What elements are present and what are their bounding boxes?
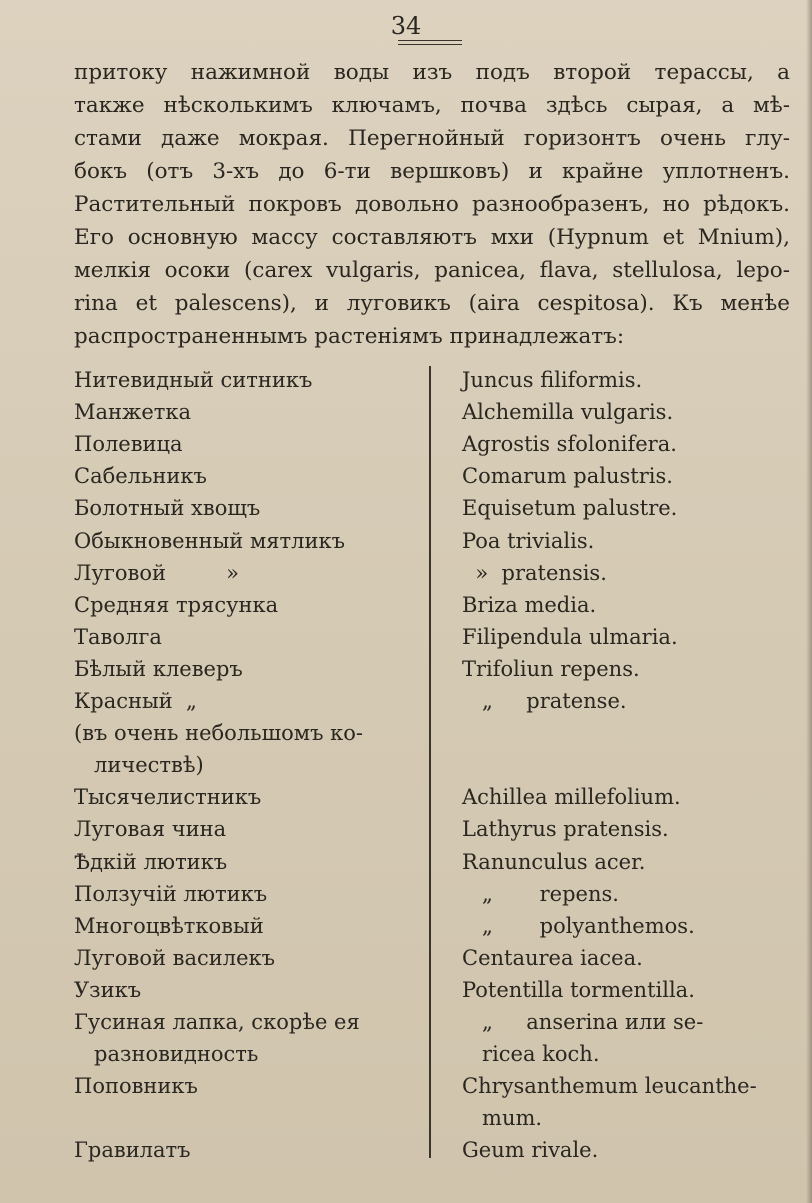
intro-line: стами даже мокрая. Перегнойный горизонтъ очень глу- [74,126,790,151]
plant-latin-name: „ polyanthemos. [462,913,695,938]
plant-row [0,1038,812,1070]
plant-latin-name: „ pratense. [462,689,627,713]
plant-russian-name: Ѣдкій лютикъ [74,849,228,874]
plant-russian-name: Луговая чина [74,817,227,842]
plant-latin-name: Juncus filiformis. [462,368,643,392]
plant-russian-name: Гравилатъ [74,1138,191,1163]
plant-russian-name: личествѣ) [74,753,204,778]
intro-line: Его основную массу составляютъ мхи (Hypnum et Mnium), [74,225,790,250]
plant-latin-name: mum. [462,1106,543,1131]
plant-russian-name: Многоцвѣтковый [74,913,264,938]
plant-latin-name: „ anserina или se- [462,1010,704,1034]
plant-latin-name: Alchemilla vulgaris. [462,400,674,425]
plant-row [0,557,812,589]
plant-russian-name: Тысячелистникъ [74,785,262,810]
plant-row [0,525,812,557]
plant-latin-name: Ranunculus acer. [462,849,646,874]
plant-russian-name: Узикъ [74,977,142,1002]
plant-russian-name: Красный „ [74,689,197,713]
plant-latin-name: Agrostis sfolonifera. [462,432,677,457]
plant-russian-name: разновидность [74,1042,259,1067]
plant-latin-name: Potentilla tormentilla. [462,977,695,1002]
plant-latin-name: » pratensis. [462,560,607,585]
plant-latin-name: Comarum palustris. [462,464,673,489]
plant-russian-name: Ползучій лютикъ [74,881,268,906]
plant-russian-name: Гусиная лапка, скорѣе ея [74,1010,360,1034]
plant-latin-name: Trifoliun repens. [462,656,640,681]
plant-row [0,749,812,781]
plant-russian-name: Нитевидный ситникъ [74,368,313,392]
plant-row [0,717,812,749]
intro-line: распространеннымъ растеніямъ принадлежатъ: [74,324,625,349]
intro-paragraph [74,56,790,353]
plant-latin-name: Filipendula ulmaria. [462,624,678,649]
plant-row [0,1134,812,1166]
plant-latin-name: Lathyrus pratensis. [462,817,669,842]
plant-row [0,492,812,524]
plant-row [0,910,812,942]
plant-latin-name: Equisetum palustre. [462,496,678,521]
plant-row [0,1070,812,1102]
plant-latin-name: Geum rivale. [462,1138,599,1163]
plant-row [0,942,812,974]
plant-russian-name: Бѣлый клеверъ [74,656,243,681]
plant-row [0,396,812,428]
plant-russian-name: Болотный хвощъ [74,496,261,521]
plant-row [0,621,812,653]
page-edge-shadow [806,0,812,1203]
plant-row [0,364,812,396]
plant-russian-name: (въ очень небольшомъ ко- [74,721,363,746]
plant-latin-name: Achillea millefolium. [462,785,681,810]
plant-latin-name: Chrysanthemum leucanthe- [462,1074,757,1099]
intro-line: rina et palescens), и луговикъ (aira cespitosa). Къ менѣе [74,291,790,316]
plant-row [0,781,812,813]
page-number-rule [398,40,462,45]
intro-line: Растительный покровъ довольно разнообразенъ, но рѣдокъ. [74,192,790,217]
intro-line: также нѣсколькимъ ключамъ, почва здѣсь сырая, а мѣ- [74,93,790,118]
plant-row [0,589,812,621]
intro-line: мелкія осоки (carex vulgaris, panicea, flava, stellulosa, lepo- [74,258,790,283]
plant-row [0,1102,812,1134]
plant-russian-name: Поповникъ [74,1074,198,1099]
plant-latin-name: „ repens. [462,881,619,906]
plant-latin-name: Briza media. [462,592,597,617]
plant-row [0,428,812,460]
plant-russian-name: Обыкновенный мятликъ [74,528,345,553]
plant-row [0,878,812,910]
plant-latin-name: ricea koch. [462,1042,600,1067]
plant-russian-name: Манжетка [74,400,192,425]
plant-russian-name: Сабельникъ [74,464,207,489]
plant-latin-name: Centaurea iacea. [462,945,643,970]
plant-russian-name: Луговой » [74,560,239,585]
page-number: 34 [390,12,422,40]
plant-row [0,813,812,845]
plant-row [0,685,812,717]
plant-row [0,653,812,685]
plant-row [0,460,812,492]
plant-russian-name: Средняя трясунка [74,592,279,617]
intro-line: бокъ (отъ 3-хъ до 6-ти вершковъ) и крайне уплотненъ. [74,159,790,184]
intro-line: притоку нажимной воды изъ подъ второй терассы, а [74,60,790,85]
plant-russian-name: Луговой василекъ [74,945,276,970]
plant-russian-name: Таволга [74,624,162,649]
plant-row [0,974,812,1006]
plant-row [0,846,812,878]
plant-latin-name: Poa trivialis. [462,528,595,553]
plant-row [0,1006,812,1038]
plant-russian-name: Полевица [74,432,183,457]
